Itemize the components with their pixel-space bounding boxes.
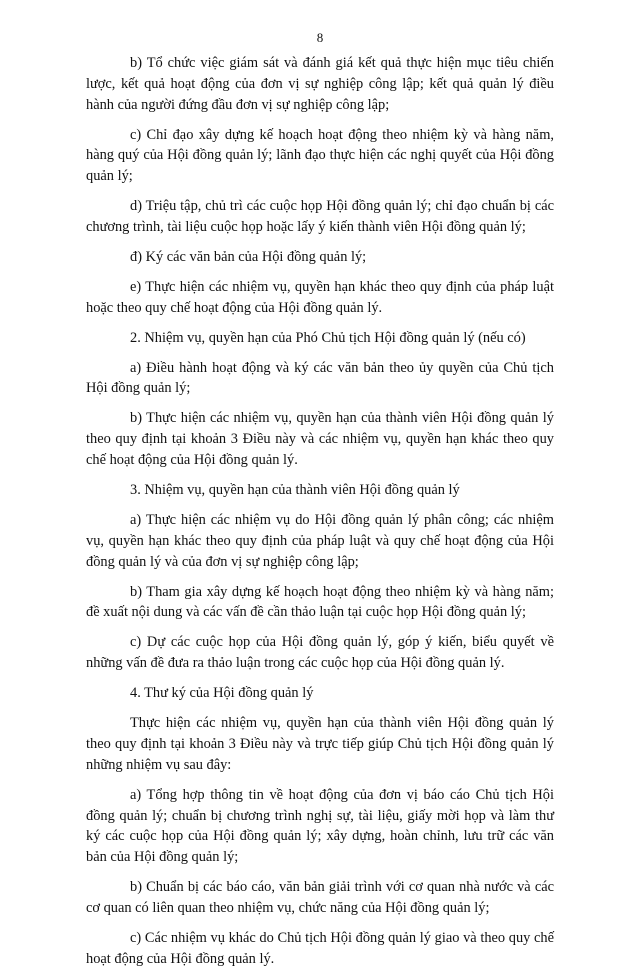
paragraph-4-intro: Thực hiện các nhiệm vụ, quyền hạn của thành viên Hội đồng quản lý theo quy định tại khoản 3 Điều này và trực tiếp giúp Chủ tịch Hội đồng quản lý những nhiệm vụ sau đây: (86, 715, 554, 773)
paragraph-4a: a) Tổng hợp thông tin về hoạt động của đơn vị báo cáo Chủ tịch Hội đồng quản lý; chuẩn bị chương trình nghị sự, tài liệu, giấy mời họp và làm thư ký các cuộc họp của Hội đồng quản lý; xây dựng, hoàn chỉnh, lưu trữ các văn bản của Hội đồng quản lý; (86, 786, 554, 866)
section-heading-2: 2. Nhiệm vụ, quyền hạn của Phó Chủ tịch Hội đồng quản lý (nếu có) (130, 329, 526, 346)
paragraph-1b: b) Tổ chức việc giám sát và đánh giá kết quả thực hiện mục tiêu chiến lược, kết quả hoạt động của đơn vị sự nghiệp công lập; kết quả quản lý điều hành của người đứng đầu đơn vị sự nghiệp công lập; (86, 55, 554, 113)
page-number: 8 (316, 30, 324, 45)
paragraph-3b: b) Tham gia xây dựng kế hoạch hoạt động theo nhiệm kỳ và hàng năm; đề xuất nội dung và các vấn đề cần thảo luận tại cuộc họp Hội đồng quản lý; (86, 583, 554, 621)
section-heading-3: 3. Nhiệm vụ, quyền hạn của thành viên Hội đồng quản lý (130, 482, 460, 499)
paragraph-2a: a) Điều hành hoạt động và ký các văn bản theo ủy quyền của Chủ tịch Hội đồng quản lý; (86, 359, 554, 397)
paragraph-1dd: đ) Ký các văn bản của Hội đồng quản lý; (130, 248, 367, 265)
paragraph-2b: b) Thực hiện các nhiệm vụ, quyền hạn của thành viên Hội đồng quản lý theo quy định tại khoản 3 Điều này và các nhiệm vụ, quyền hạn khác theo quy chế hoạt động của Hội đồng quản lý. (86, 410, 554, 469)
paragraph-4b: b) Chuẩn bị các báo cáo, văn bản giải trình với cơ quan nhà nước và các cơ quan có liên quan theo nhiệm vụ, chức năng của Hội đồng quản lý; (86, 879, 554, 916)
paragraph-1c: c) Chỉ đạo xây dựng kế hoạch hoạt động theo nhiệm kỳ và hàng năm, hàng quý của Hội đồng quản lý; lãnh đạo thực hiện các nghị quyết của Hội đồng quản lý; (86, 126, 554, 185)
section-heading-4: 4. Thư ký của Hội đồng quản lý (130, 685, 314, 702)
paragraph-1d: d) Triệu tập, chủ trì các cuộc họp Hội đồng quản lý; chỉ đạo chuẩn bị các chương trình, tài liệu cuộc họp hoặc lấy ý kiến thành viên Hội đồng quản lý; (86, 198, 554, 235)
paragraph-3c: c) Dự các cuộc họp của Hội đồng quản lý, góp ý kiến, biểu quyết về những vấn đề đưa ra thảo luận trong các cuộc họp của Hội đồng quản lý. (86, 634, 554, 672)
paragraph-1e: e) Thực hiện các nhiệm vụ, quyền hạn khác theo quy định của pháp luật hoặc theo quy chế hoạt động của Hội đồng quản lý. (86, 278, 554, 316)
paragraph-3a: a) Thực hiện các nhiệm vụ do Hội đồng quản lý phân công; các nhiệm vụ, quyền hạn khác theo quy định của pháp luật và quy chế hoạt động của Hội đồng quản lý và của đơn vị sự nghiệp công lập; (86, 512, 554, 570)
paragraph-4c: c) Các nhiệm vụ khác do Chủ tịch Hội đồng quản lý giao và theo quy chế hoạt động của Hội đồng quản lý. (86, 929, 554, 967)
document-body (86, 53, 554, 979)
